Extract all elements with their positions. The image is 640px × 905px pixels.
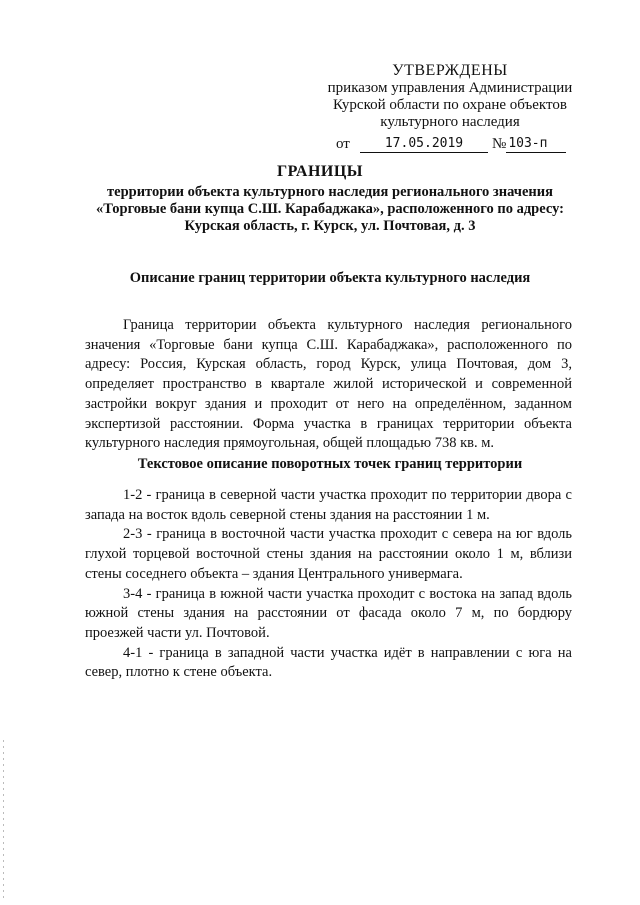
section-heading-points: Текстовое описание поворотных точек границ территории: [137, 456, 523, 472]
document-title: ГРАНИЦЫ: [276, 163, 363, 180]
approval-line-1: приказом управления Администрации: [327, 80, 573, 96]
scan-edge-mark: [3, 740, 4, 900]
turning-points-list: [85, 486, 572, 683]
approval-line-2: Курской области по охране объектов: [333, 97, 567, 113]
section-heading-description: Описание границ территории объекта культурного наследия: [129, 270, 531, 286]
document-subtitle: территории объекта культурного наследия регионального значения «Торговые бани купца С.Ш. Карабаджака», расположенного по адресу: Курская область, г. Курск, ул. Почтовая, д. 3: [96, 184, 564, 234]
approval-title: УТВЕРЖДЕНЫ: [392, 62, 508, 79]
order-date: 17.05.2019: [360, 136, 488, 153]
number-sign: №: [492, 136, 507, 152]
ot-label: от: [336, 136, 350, 152]
order-number: 103-п: [506, 136, 566, 153]
point-1-2: 1-2 - граница в северной части участка проходит по территории двора с запада на восток вдоль северной стены здания на расстоянии 1 м.: [85, 487, 572, 523]
point-2-3: 2-3 - граница в восточной части участка проходит с севера на юг вдоль глухой торцевой восточной стены здания на расстоянии около 1 м, вблизи стены соседнего объекта – здания Центрального универмага.: [85, 526, 572, 582]
approval-line-3: культурного наследия: [380, 114, 520, 130]
order-date-number-line: [336, 135, 596, 153]
point-4-1: 4-1 - граница в западной части участка идёт в направлении с юга на север, плотно к стене объекта.: [85, 644, 572, 681]
approval-block: [300, 62, 600, 131]
point-3-4: 3-4 - граница в южной части участка проходит с востока на запад вдоль южной стены здания на расстоянии от фасада около 7 м, по бордюру проезжей части ул. Почтовой.: [85, 585, 572, 641]
boundary-description-paragraph: Граница территории объекта культурного наследия регионального значения «Торговые бани купца С.Ш. Карабаджака», расположенного по адресу: Россия, Курская область, город Курск, улица Почтовая, дом 3, определяет пространство в квартале жилой исторической и современной застройки вокруг здания и проходит от него на определённом, заданном экспертизой расстоянии. Форма участка в границах территории объекта культурного наследия прямоугольная, общей площадью 738 кв. м.: [85, 317, 572, 452]
